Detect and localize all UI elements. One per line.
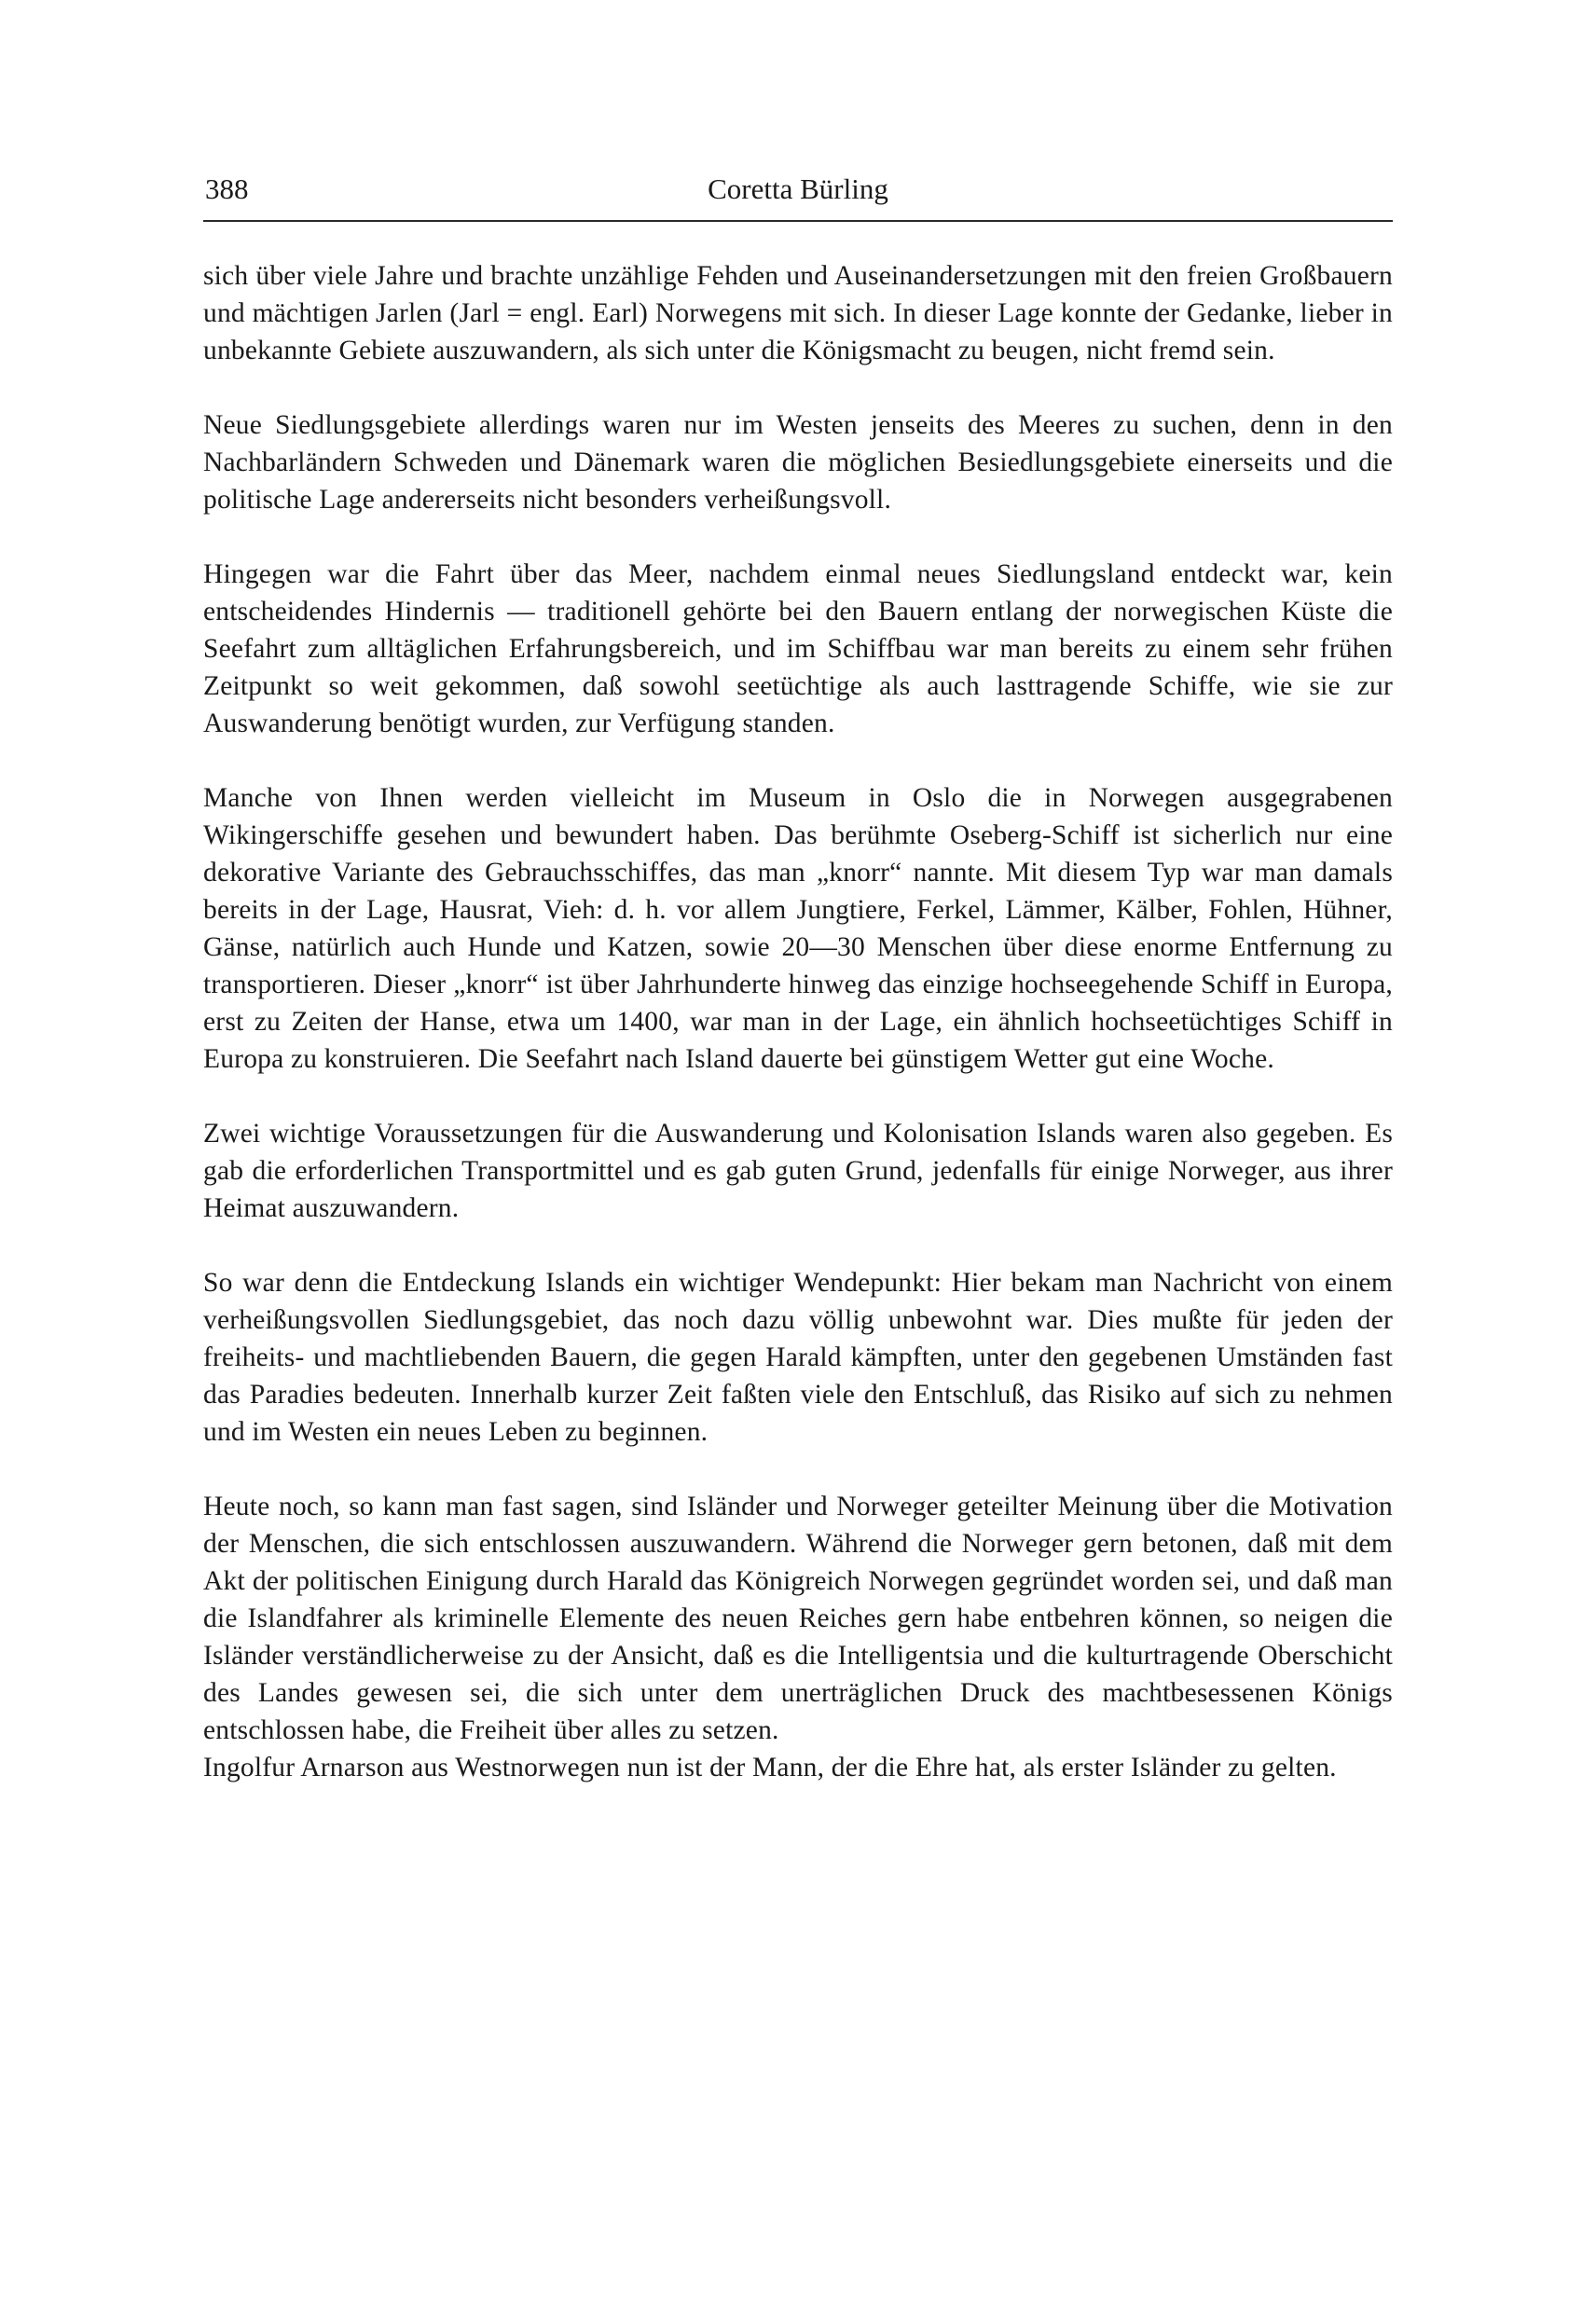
running-head xyxy=(203,168,1393,211)
running-title: Coretta Bürling xyxy=(708,172,888,205)
paragraph-8: Ingolfur Arnarson aus Westnorwegen nun ist der Mann, der die Ehre hat, als erster Isländer zu gelten. xyxy=(203,1753,1337,1782)
paragraph-1: sich über viele Jahre und brachte unzählige Fehden und Auseinandersetzungen mit den freien Großbauern und mächtigen Jarlen (Jarl = engl. Earl) Norwegens mit sich. In dieser Lage konnte der Gedanke, lieber in unbekannte Gebiete auszuwandern, als sich unter die Königsmacht zu beugen, nicht fremd sein. xyxy=(203,261,1393,365)
paragraph-3: Hingegen war die Fahrt über das Meer, nachdem einmal neues Siedlungsland entdeckt war, kein entscheidendes Hindernis — traditionell gehörte bei den Bauern entlang der norwegischen Küste die Seefahrt zum alltäglichen Erfahrungsbereich, und im Schiffbau war man bereits zu einem sehr frühen Zeitpunkt so weit gekommen, daß sowohl seetüchtige als auch lasttragende Schiffe, wie sie zur Auswanderung benötigt wurden, zur Verfügung standen. xyxy=(203,559,1393,738)
page-number: 388 xyxy=(205,172,249,205)
paragraph-2: Neue Siedlungsgebiete allerdings waren nur im Westen jenseits des Meeres zu suchen, denn in den Nachbarländern Schweden und Dänemark waren die möglichen Besiedlungsgebiete einerseits und die politische Lage andererseits nicht besonders verheißungsvoll. xyxy=(203,410,1393,515)
paragraph-7: Heute noch, so kann man fast sagen, sind Isländer und Norweger geteilter Meinung über die Motivation der Menschen, die sich entschlossen auszuwandern. Während die Norweger gern betonen, daß mit dem Akt der politischen Einigung durch Harald das Königreich Norwegen gegründet worden sei, und daß man die Islandfahrer als kriminelle Elemente des neuen Reiches gern habe entbehren können, so neigen die Isländer verständlicherweise zu der Ansicht, daß es die Intelligentsia und die kulturtragende Oberschicht des Landes gewesen sei, die sich unter dem unerträglichen Druck des machtbesessenen Königs entschlossen habe, die Freiheit über alles zu setzen. xyxy=(203,1492,1393,1745)
paragraph-4: Manche von Ihnen werden vielleicht im Museum in Oslo die in Norwegen ausgegrabenen Wikingerschiffe gesehen und bewundert haben. Das berühmte Oseberg-Schiff ist sicherlich nur eine dekorative Variante des Gebrauchsschiffes, das man „knorr“ nannte. Mit diesem Typ war man damals bereits in der Lage, Hausrat, Vieh: d. h. vor allem Jungtiere, Ferkel, Lämmer, Kälber, Fohlen, Hühner, Gänse, natürlich auch Hunde und Katzen, sowie 20—30 Menschen über diese enorme Entfernung zu transportieren. Dieser „knorr“ ist über Jahrhunderte hinweg das einzige hochseegehende Schiff in Europa, erst zu Zeiten der Hanse, etwa um 1400, war man in der Lage, ein ähnlich hochseetüchtiges Schiff in Europa zu konstruieren. Die Seefahrt nach Island dauerte bei günstigem Wetter gut eine Woche. xyxy=(203,783,1393,1074)
header-rule xyxy=(203,220,1393,222)
body-text xyxy=(203,257,1393,1786)
paragraph-5: Zwei wichtige Voraussetzungen für die Auswanderung und Kolonisation Islands waren also gegeben. Es gab die erforderlichen Transportmittel und es gab guten Grund, jedenfalls für einige Norweger, aus ihrer Heimat auszuwandern. xyxy=(203,1119,1393,1223)
paragraph-6: So war denn die Entdeckung Islands ein wichtiger Wendepunkt: Hier bekam man Nachricht von einem verheißungsvollen Siedlungsgebiet, das noch dazu völlig unbewohnt war. Dies mußte für jeden der freiheits- und machtliebenden Bauern, die gegen Harald kämpften, unter den gegebenen Umständen fast das Paradies bedeuten. Innerhalb kurzer Zeit faßten viele den Entschluß, das Risiko auf sich zu nehmen und im Westen ein neues Leben zu beginnen. xyxy=(203,1268,1393,1447)
